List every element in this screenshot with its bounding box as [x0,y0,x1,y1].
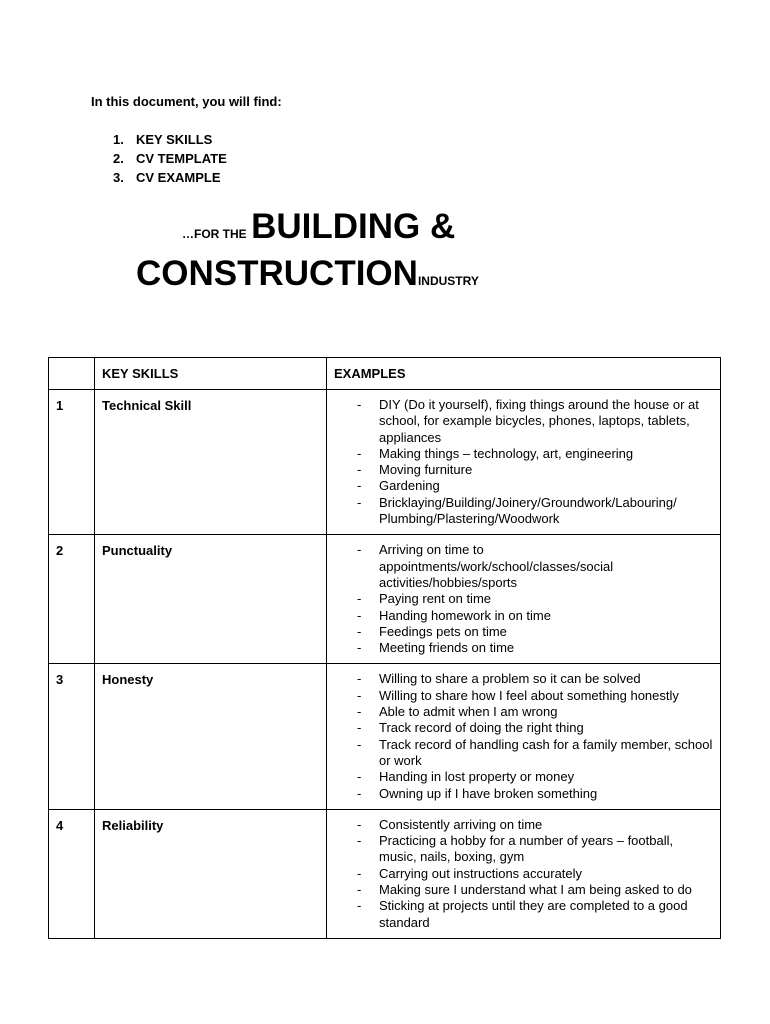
table-header-row [49,358,721,390]
example-text: Handing homework in on time [379,607,551,623]
list-item [327,397,714,446]
example-text: Consistently arriving on time [379,816,543,832]
bullet-dash: - [357,898,362,914]
title-building: BUILDING & [251,207,456,246]
example-text: Track record of doing the right thing [379,720,584,736]
list-item [327,866,714,882]
example-text: Bricklaying/Building/Joinery/Groundwork/Labouring/ Plumbing/Plastering/Woodwork [379,494,677,527]
bullet-dash: - [357,607,362,623]
bullet-dash: - [357,769,362,785]
example-text: Making things – technology, art, engineering [379,445,634,461]
list-item [327,817,714,833]
example-text: Willing to share how I feel about something honestly [379,687,679,703]
contents-item-label: KEY SKILLS [136,132,213,147]
table-row [49,535,721,664]
bullet-dash: - [357,640,362,656]
list-item [327,624,714,640]
list-item [327,833,714,866]
example-text: Meeting friends on time [379,640,515,656]
row-examples [327,390,721,535]
example-text: DIY (Do it yourself), fixing things around the house or at school, for example bicycles, phones, laptops, tablets, appliances [379,397,699,445]
bullet-dash: - [357,462,362,478]
examples-list [327,542,714,656]
list-item [327,898,714,931]
example-text: Track record of handling cash for a family member, school or work [379,736,713,768]
list-item [327,704,714,720]
bullet-dash: - [357,623,362,639]
bullet-dash: - [357,494,362,510]
row-skill: Reliability [95,809,327,938]
row-number: 3 [49,664,95,809]
example-text: Practicing a hobby for a number of years – football, music, nails, boxing, gym [379,833,674,865]
title-construction: CONSTRUCTION [136,254,418,293]
title-suffix: INDUSTRY [417,274,479,288]
title-prefix: …FOR THE [182,227,247,241]
list-item [327,446,714,462]
contents-item-label: CV EXAMPLE [136,170,221,185]
list-item [327,640,714,656]
row-examples [327,664,721,809]
example-text: Carrying out instructions accurately [379,865,583,881]
bullet-dash: - [357,882,362,898]
intro-text: In this document, you will find: [91,94,282,109]
row-number: 2 [49,535,95,664]
example-text: Gardening [379,478,440,494]
list-item [327,542,714,591]
key-skills-table [48,357,721,939]
bullet-dash: - [357,736,362,752]
examples-list [327,671,714,801]
header-number [49,358,95,390]
example-text: Feedings pets on time [379,623,507,639]
bullet-dash: - [357,833,362,849]
bullet-dash: - [357,542,362,558]
contents-item [113,149,227,168]
contents-item [113,130,227,149]
list-item [327,769,714,785]
table-row [49,390,721,535]
example-text: Making sure I understand what I am being asked to do [379,882,692,898]
row-number: 4 [49,809,95,938]
bullet-dash: - [357,478,362,494]
bullet-dash: - [357,687,362,703]
document-title-line-1 [182,209,455,244]
example-text: Sticking at projects until they are completed to a good standard [379,898,688,930]
header-key-skills: KEY SKILLS [95,358,327,390]
contents-list [113,130,227,187]
bullet-dash: - [357,720,362,736]
example-text: Willing to share a problem so it can be solved [379,671,641,687]
header-examples: EXAMPLES [327,358,721,390]
list-item [327,671,714,687]
bullet-dash: - [357,591,362,607]
list-item [327,591,714,607]
example-text: Able to admit when I am wrong [379,704,558,720]
bullet-dash: - [357,704,362,720]
contents-item [113,168,227,187]
contents-item-label: CV TEMPLATE [136,151,227,166]
document-title-line-2 [136,256,479,291]
list-item [327,720,714,736]
row-skill: Technical Skill [95,390,327,535]
list-item [327,688,714,704]
row-skill: Punctuality [95,535,327,664]
bullet-dash: - [357,397,362,412]
contents-item-number: 1. [113,132,124,147]
table-row [49,809,721,938]
row-number: 1 [49,390,95,535]
row-examples [327,809,721,938]
list-item [327,478,714,494]
bullet-dash: - [357,445,362,461]
example-text: Moving furniture [379,462,473,478]
contents-item-number: 3. [113,170,124,185]
example-text: Arriving on time to appointments/work/school/classes/social activities/hobbies/sports [379,542,614,590]
example-text: Paying rent on time [379,591,492,607]
bullet-dash: - [357,865,362,881]
example-text: Handing in lost property or money [379,769,575,785]
examples-list [327,397,714,527]
example-text: Owning up if I have broken something [379,785,598,801]
list-item [327,882,714,898]
list-item [327,737,714,770]
examples-list [327,817,714,931]
bullet-dash: - [357,816,362,832]
list-item [327,495,714,528]
row-examples [327,535,721,664]
table-row [49,664,721,809]
list-item [327,462,714,478]
list-item [327,608,714,624]
bullet-dash: - [357,785,362,801]
bullet-dash: - [357,671,362,687]
row-skill: Honesty [95,664,327,809]
list-item [327,786,714,802]
contents-item-number: 2. [113,151,124,166]
